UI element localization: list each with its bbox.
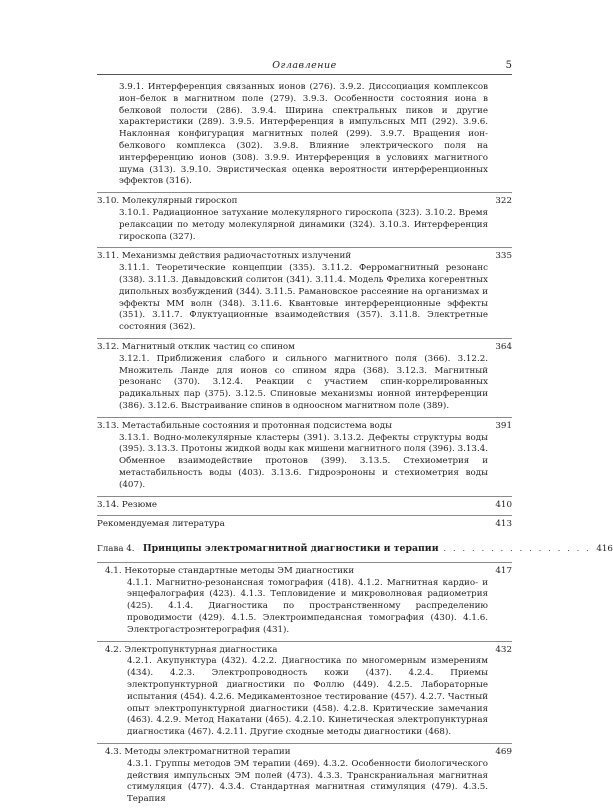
toc-entry-page: 432 xyxy=(495,644,512,655)
chapter-page: 416 xyxy=(596,544,613,555)
toc-entry-4-1 xyxy=(97,562,512,637)
toc-entry-title: 4.3. Методы электромагнитной терапии xyxy=(105,747,291,758)
toc-entry-title: 3.12. Магнитный отклик частиц со спином xyxy=(97,341,295,352)
toc-entry-description: 3.12.1. Приближения слабого и сильного магнитного поля (366). 3.12.2. Множитель Ланде для ионов со спином ядра (368). 3.12.3. Магнитный резонанс (370). 3.12.4. Реакции с участием спин-коррелированных радикальных пар (375). 3.12.5. Спиновые механизмы ионной интерференции (386). 3.12.6. Выстраивание спинов в одноосном магнитном поле (389). xyxy=(119,353,488,411)
toc-entry-title: 3.11. Механизмы действия радиочастотных излучений xyxy=(97,251,352,262)
toc-entry-page: 391 xyxy=(495,420,512,431)
toc-entry-description: 4.3.1. Группы методов ЭМ терапии (469). 4.3.2. Особенности биологического действия импульсных ЭМ полей (473). 4.3.3. Транскраниальная магнитная стимуляция (477). 4.3.4. Стандартная магнитная стимуляция (479). 4.3.5. Терапия xyxy=(127,758,488,805)
toc-entry-page: 469 xyxy=(495,747,512,758)
toc-entry-4-3 xyxy=(97,743,512,806)
toc-entry-title: 3.10. Молекулярный гироскоп xyxy=(97,196,238,207)
chapter-title: Принципы электромагнитной диагностики и терапии xyxy=(142,543,439,555)
toc-entry-description: 3.9.1. Интерференция связанных ионов (276). 3.9.2. Диссоциация комплексов ион–белок в магнитном поле (279). 3.9.3. Особенности состояния иона в белковой полости (286). 3.9.4. Ширина спектральных пиков и другие характеристики (289). 3.9.5. Интерференция в импульсных МП (292). 3.9.6. Наклонная конфигурация магнитных полей (299). 3.9.7. Вращения ион-белкового комплекса (302). 3.9.8. Влияние электрического поля на интерференцию ионов (308). 3.9.9. Интерференция в условиях магнитного шума (313). 3.9.10. Эвристическая оценка вероятности интерференционных эффектов (316). xyxy=(119,82,488,187)
toc-entry-4-2 xyxy=(97,641,512,739)
toc-entry-description: 4.2.1. Акупунктура (432). 4.2.2. Диагностика по многомерным измерениям (434). 4.2.3. Электропроводность кожи (437). 4.2.4. Приемы электропунктурной диагностики по Фоллю (449). 4.2.5. Лабораторные испытания (454). 4.2.6. Медикаментозное тестирование (457). 4.2.7. Частный опыт электропунктурной диагностики (458). 4.2.8. Критические замечания (463). 4.2.9. Метод Накатани (465). 4.2.10. Кинетическая электропунктурная диагностика (467). 4.2.11. Другие сходные методы диагностики (468). xyxy=(127,656,488,738)
toc-entry-3-14 xyxy=(97,496,512,512)
toc-continuation xyxy=(97,82,512,188)
toc-entry-description: 3.13.1. Водно-молекулярные кластеры (391). 3.13.2. Дефекты структуры воды (395). 3.13.3. Протоны жидкой воды как мишени магнитного поля (396). 3.13.4. Обменное взаимодействие протонов (399). 3.13.5. Стехиометрия и метастабильность воды (403). 3.13.6. Гидроэрононы и стехиометрия воды (407). xyxy=(119,432,488,490)
toc-entry-description: 4.1.1. Магнитно-резонансная томография (418). 4.1.2. Магнитная кардио- и энцефалография (423). 4.1.3. Тепловидение и микроволновая радиометрия (425). 4.1.4. Диагностика по пространственному распределению проводимости (429). 4.1.5. Электроимпедансная томография (430). 4.1.6. Электрогастроэнтерография (431). xyxy=(127,577,488,635)
table-of-contents xyxy=(97,82,613,810)
toc-entry-description: 3.10.1. Радиационное затухание молекулярного гироскопа (323). 3.10.2. Время релаксации по методу молекулярной динамики (324). 3.10.3. Интерференция гироскопа (327). xyxy=(119,207,488,242)
toc-entry-recommended-literature xyxy=(97,515,512,531)
dot-leader: . . . . . . . . . . . . . . . . xyxy=(438,544,591,555)
toc-entry-title: 4.2. Электропунктурная диагностика xyxy=(105,644,278,655)
chapter-prefix: Глава 4. xyxy=(97,544,135,555)
toc-chapter-4 xyxy=(97,543,613,556)
toc-entry-page: 417 xyxy=(495,565,512,576)
running-head xyxy=(97,60,512,75)
toc-entry-page: 335 xyxy=(495,251,512,262)
toc-entry-3-13 xyxy=(97,417,512,492)
running-head-title: Оглавление xyxy=(272,60,337,71)
toc-entry-title: Рекомендуемая литература xyxy=(97,519,225,530)
page-number: 5 xyxy=(505,60,512,71)
toc-entry-page: 322 xyxy=(495,196,512,207)
toc-entry-3-11 xyxy=(97,247,512,334)
toc-entry-title: 3.13. Метастабильные состояния и протонная подсистема воды xyxy=(97,420,393,431)
toc-entry-3-12 xyxy=(97,338,512,413)
toc-entry-title: 3.14. Резюме xyxy=(97,499,158,510)
toc-entry-page: 364 xyxy=(495,341,512,352)
toc-entry-3-10 xyxy=(97,192,512,243)
toc-entry-title: 4.1. Некоторые стандартные методы ЭМ диагностики xyxy=(105,565,355,576)
toc-entry-page: 413 xyxy=(495,519,512,530)
toc-entry-description: 3.11.1. Теоретические концепции (335). 3.11.2. Ферромагнитный резонанс (338). 3.11.3. Давыдовский солитон (341). 3.11.4. Модель Фрелиха когерентных дипольных возбуждений (344). 3.11.5. Рамановское рассеяние на организмах и эффекты ММ волн (348). 3.11.6. Квантовые интерференционные эффекты (351). 3.11.7. Флуктуационные взаимодействия (357). 3.11.8. Электретные состояния (362). xyxy=(119,263,488,333)
toc-entry-page: 410 xyxy=(495,499,512,510)
